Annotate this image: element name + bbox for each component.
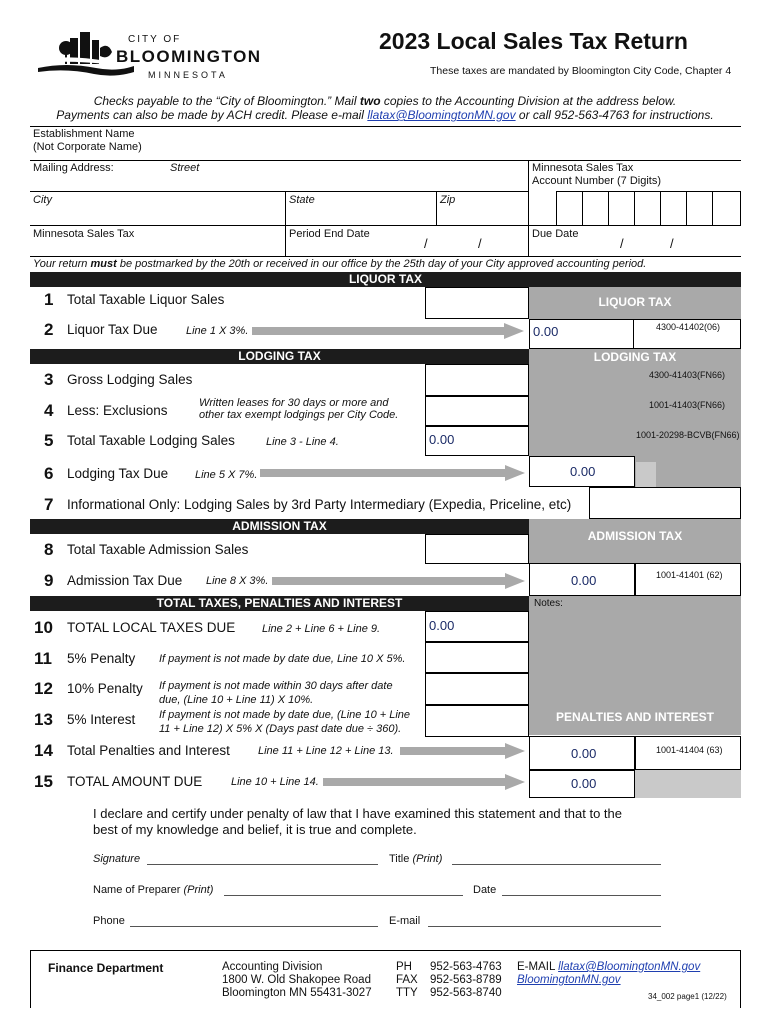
line-12-number: 12 xyxy=(34,679,53,698)
line-4-code: 1001-41403(FN66) xyxy=(649,400,726,410)
instr-two: two xyxy=(359,94,381,108)
line-9-formula: Line 8 X 3%. xyxy=(206,575,269,587)
line-2-number: 2 xyxy=(44,320,54,339)
line-1-label: Total Taxable Liquor Sales xyxy=(67,292,225,307)
line-4-note-1: Written leases for 30 days or more and xyxy=(199,397,389,409)
footer-email-label: E-MAIL xyxy=(517,961,555,973)
line-1-input[interactable] xyxy=(425,287,529,319)
line-10-formula: Line 2 + Line 6 + Line 9. xyxy=(262,623,381,635)
certify-line-1: I declare and certify under penalty of law that I have examined this statement and that to the xyxy=(93,806,622,821)
mailing-address-label: Mailing Address: xyxy=(33,162,114,174)
line-9-label: Admission Tax Due xyxy=(67,573,183,588)
signature-label: Signature xyxy=(93,853,141,865)
line-14-code: 1001-41404 (63) xyxy=(656,745,723,755)
zip-field[interactable] xyxy=(437,192,528,225)
line-7-number: 7 xyxy=(44,495,54,514)
line-14-number: 14 xyxy=(34,741,53,760)
line-7-label: Informational Only: Lodging Sales by 3rd Party Intermediary (Expedia, Priceline, etc) xyxy=(67,497,572,512)
line-9-code: 1001-41401 (62) xyxy=(656,570,723,580)
city-field[interactable] xyxy=(30,192,285,225)
lodging-tax-side-header: LODGING TAX xyxy=(593,350,677,364)
instructions-line-2 xyxy=(0,108,770,122)
line-7-input[interactable] xyxy=(589,487,741,519)
line-8-label: Total Taxable Admission Sales xyxy=(67,542,249,557)
line-6-arrow-icon xyxy=(260,465,525,481)
footer-email-row xyxy=(517,961,700,975)
footer-ph-label: PH xyxy=(396,961,412,973)
line-4-number: 4 xyxy=(44,401,54,420)
instructions-line-1 xyxy=(0,94,770,108)
footer-address-3: Bloomington MN 55431-3027 xyxy=(222,987,372,999)
establishment-label: Establishment Name xyxy=(33,128,135,140)
email-line[interactable] xyxy=(428,926,661,927)
preparer-line[interactable] xyxy=(224,895,463,896)
line-11-number: 11 xyxy=(34,649,52,668)
city-logo xyxy=(36,28,266,84)
line-10-value: 0.00 xyxy=(429,618,455,633)
title-text: Title xyxy=(389,853,410,865)
line-1-number: 1 xyxy=(44,290,54,309)
footer-dept: Finance Department xyxy=(48,961,164,975)
notes-label: Notes: xyxy=(534,598,563,609)
due-date-slash-1: / xyxy=(620,236,624,251)
line-13-input[interactable] xyxy=(425,705,529,737)
period-end-date-label: Period End Date xyxy=(289,228,370,240)
title-label xyxy=(389,853,442,865)
preparer-label xyxy=(93,884,213,896)
footer-form-id: 34_002 page1 (12/22) xyxy=(648,992,727,1001)
date-line[interactable] xyxy=(502,895,661,896)
email-label: E-mail xyxy=(389,915,421,927)
logo-name: BLOOMINGTON xyxy=(116,47,262,66)
line-3-input[interactable] xyxy=(425,364,529,396)
due-date-slash-2: / xyxy=(670,236,674,251)
line-13-number: 13 xyxy=(34,710,53,729)
logo-state: MINNESOTA xyxy=(148,70,228,80)
mailing-address-field[interactable] xyxy=(30,161,528,191)
title-print: (Print) xyxy=(412,853,443,865)
penalties-side-header: PENALTIES AND INTEREST xyxy=(555,710,714,724)
admission-tax-side-header: ADMISSION TAX xyxy=(587,529,683,543)
line-3-label: Gross Lodging Sales xyxy=(67,372,193,387)
period-end-date-field[interactable] xyxy=(286,226,528,256)
period-end-slash-2: / xyxy=(478,236,482,251)
liquor-tax-side-header: LIQUOR TAX xyxy=(598,295,672,309)
due-date-label: Due Date xyxy=(532,228,579,240)
postmark-c: be postmarked by the 20th or received in our office by the 25th day of your City approved accounting period. xyxy=(119,258,647,270)
line-15-arrow-icon xyxy=(323,774,525,790)
line-6-label: Lodging Tax Due xyxy=(67,466,169,481)
account-number-digits[interactable] xyxy=(556,191,741,225)
line-2-arrow-icon xyxy=(252,323,524,339)
instr-text-2: copies to the Accounting Division at the address below. xyxy=(383,94,677,108)
line-14-label: Total Penalties and Interest xyxy=(67,743,230,758)
line-11-label: 5% Penalty xyxy=(67,651,136,666)
footer xyxy=(30,950,741,1008)
zip-label: Zip xyxy=(440,194,456,206)
footer-web-link[interactable]: BloomingtonMN.gov xyxy=(517,974,621,986)
footer-fax-label: FAX xyxy=(396,974,418,986)
postmark-must: must xyxy=(90,258,117,270)
city-label: City xyxy=(33,194,52,206)
line-5-formula: Line 3 - Line 4. xyxy=(266,436,339,448)
line-8-input[interactable] xyxy=(425,534,529,564)
line-4-label: Less: Exclusions xyxy=(67,403,168,418)
line-14-value: 0.00 xyxy=(571,746,597,761)
totals-section-header: TOTAL TAXES, PENALTIES AND INTEREST xyxy=(30,596,529,611)
postmark-a: Your return xyxy=(33,258,88,270)
line-13-note-1: If payment is not made by date due, (Line 10 + Line xyxy=(159,709,411,721)
line-14-formula: Line 11 + Line 12 + Line 13. xyxy=(258,745,394,757)
line-3-number: 3 xyxy=(44,370,54,389)
line-12-note-2: due, (Line 10 + Line 11) X 10%. xyxy=(159,694,314,706)
period-end-slash-1: / xyxy=(424,236,428,251)
admission-tax-section-header: ADMISSION TAX xyxy=(30,519,529,534)
line-15-formula: Line 10 + Line 14. xyxy=(231,776,319,788)
line-10-number: 10 xyxy=(34,618,53,637)
instr-text-4: or call 952-563-4763 for instructions. xyxy=(518,108,714,122)
line-15-value: 0.00 xyxy=(571,776,597,791)
line-13-label: 5% Interest xyxy=(67,712,136,727)
postmark-notice xyxy=(33,258,646,270)
line-10-label: TOTAL LOCAL TAXES DUE xyxy=(67,620,236,635)
line-11-formula: If payment is not made by date due, Line 10 X 5%. xyxy=(159,653,406,665)
line-4-input[interactable] xyxy=(425,396,529,426)
footer-address-2: 1800 W. Old Shakopee Road xyxy=(222,974,371,986)
line-6-number: 6 xyxy=(44,464,54,483)
preparer-print: (Print) xyxy=(183,884,214,896)
instr-text-3: Payments can also be made by ACH credit. Please e-mail xyxy=(56,108,364,122)
line-9-arrow-icon xyxy=(272,573,525,589)
liquor-tax-section-header: LIQUOR TAX xyxy=(30,272,741,287)
line-2-value: 0.00 xyxy=(533,324,559,339)
line-4-note-2: other tax exempt lodgings per City Code. xyxy=(199,409,399,421)
line-5-value: 0.00 xyxy=(429,432,455,447)
line-2-label: Liquor Tax Due xyxy=(67,322,158,337)
line-13-note-2: 11 + Line 12) X 5% X (Days past date due ÷ 360). xyxy=(159,723,402,735)
line-5-number: 5 xyxy=(44,431,54,450)
title-line[interactable] xyxy=(452,864,661,865)
establishment-sub-label: (Not Corporate Name) xyxy=(33,141,142,153)
footer-address-1: Accounting Division xyxy=(222,961,323,973)
line-9-value: 0.00 xyxy=(571,573,597,588)
footer-fax: 952-563-8789 xyxy=(430,974,502,986)
lodging-tax-section-header: LODGING TAX xyxy=(30,349,529,364)
line-15-label: TOTAL AMOUNT DUE xyxy=(67,774,203,789)
signature-line[interactable] xyxy=(147,864,378,865)
line-9-number: 9 xyxy=(44,571,54,590)
line-12-note-1: If payment is not made within 30 days after date xyxy=(159,680,393,692)
logo-city-of: CITY OF xyxy=(128,34,182,45)
line-5-code: 1001-20298-BCVB(FN66) xyxy=(636,430,740,440)
line-3-code: 4300-41403(FN66) xyxy=(649,370,726,380)
certify-line-2: best of my knowledge and belief, it is true and complete. xyxy=(93,822,417,837)
line-6-value: 0.00 xyxy=(570,464,596,479)
state-label: State xyxy=(289,194,315,206)
line-12-label: 10% Penalty xyxy=(67,681,143,696)
street-label: Street xyxy=(170,162,200,174)
page-title: 2023 Local Sales Tax Return xyxy=(379,28,688,54)
preparer-text: Name of Preparer xyxy=(93,884,181,896)
line-15-number: 15 xyxy=(34,772,53,791)
line-12-input[interactable] xyxy=(425,673,529,705)
account-number-sub-label: Account Number (7 Digits) xyxy=(532,175,661,187)
line-2-code: 4300-41402(06) xyxy=(656,322,721,332)
line-11-input[interactable] xyxy=(425,642,529,673)
line-14-arrow-icon xyxy=(400,743,525,759)
account-number-label: Minnesota Sales Tax xyxy=(532,162,634,174)
footer-ph: 952-563-4763 xyxy=(430,961,502,973)
instr-text: Checks payable to the “City of Bloomington.” Mail xyxy=(93,94,357,108)
line-6-formula: Line 5 X 7%. xyxy=(195,469,258,481)
state-field[interactable] xyxy=(286,192,436,225)
notes-area[interactable] xyxy=(529,596,741,706)
line-2-formula: Line 1 X 3%. xyxy=(186,325,249,337)
footer-email-link[interactable]: llatax@BloomingtonMN.gov xyxy=(558,961,701,973)
footer-tty-label: TTY xyxy=(396,987,418,999)
instructions-email-link[interactable]: llatax@BloomingtonMN.gov xyxy=(367,108,516,122)
phone-label: Phone xyxy=(93,915,125,927)
footer-tty: 952-563-8740 xyxy=(430,987,502,999)
phone-line[interactable] xyxy=(130,926,378,927)
page-subtitle: These taxes are mandated by Bloomington City Code, Chapter 4 xyxy=(430,65,732,77)
due-date-field[interactable] xyxy=(529,226,741,256)
mn-sales-tax-label: Minnesota Sales Tax xyxy=(33,228,135,240)
date-label: Date xyxy=(473,884,497,896)
line-8-number: 8 xyxy=(44,540,54,559)
line-5-label: Total Taxable Lodging Sales xyxy=(67,433,235,448)
